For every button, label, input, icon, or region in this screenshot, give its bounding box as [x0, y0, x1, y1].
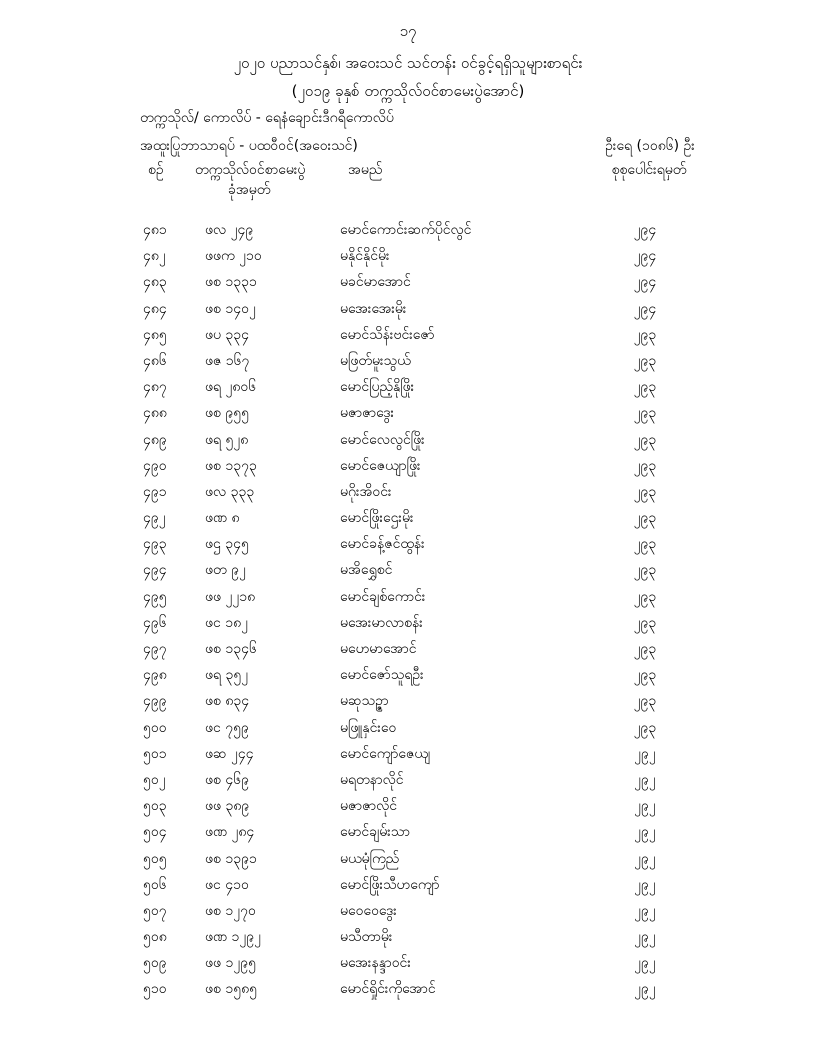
- table-row: [0, 534, 816, 560]
- row-number: ၄၈၉: [143, 431, 167, 448]
- row-number: ၄၉၁: [143, 483, 167, 500]
- roll-number: ဖဏ ၂၈၄: [205, 824, 255, 841]
- roll-number: ဖလ ၂၄၉: [205, 222, 254, 238]
- header-roll: တက္ကသိုလ်ဝင်စာမေးပွဲ: [195, 162, 306, 178]
- student-name: မောင်ဇေယျာဖြိုး: [340, 457, 421, 474]
- table-row: [0, 744, 816, 770]
- total-score: ၂၉၂: [634, 929, 656, 946]
- row-number: ၄၈၂: [143, 248, 166, 265]
- student-name: မယမုံကြည်: [340, 850, 400, 867]
- total-score: ၂၉၃: [633, 719, 657, 736]
- table-row: [0, 325, 816, 351]
- student-name: မောင်ကျော်ဇေယျ: [340, 745, 431, 762]
- student-name: မအိရွှေစင်: [340, 562, 393, 579]
- total-score: ၂၉၂: [634, 745, 656, 762]
- total-score: ၂၉၂: [634, 850, 656, 867]
- student-name: မခင်မာအောင်: [340, 274, 411, 291]
- table-row: [0, 377, 816, 403]
- total-score: ၂၉၃: [633, 379, 657, 396]
- total-score: ၂၉၃: [633, 693, 657, 710]
- table-row: [0, 953, 816, 979]
- student-name: မနိုင်နိုင်မိုး: [340, 248, 390, 265]
- row-number: ၄၉၆: [143, 614, 167, 631]
- total-score: ၂၉၃: [633, 667, 657, 684]
- table-row: [0, 665, 816, 691]
- student-name: မောင်ရှိုင်းကိုအောင်: [340, 981, 436, 998]
- table-row: [0, 587, 816, 613]
- student-name: မအေးအေးမိုး: [340, 300, 407, 317]
- student-name: မဇာဇာလိုင်: [340, 798, 398, 815]
- roll-number: ဖရ ၅၂၈: [205, 431, 249, 448]
- results-table: [0, 220, 816, 1006]
- roll-number: ဖပ ၃၃၄: [205, 326, 250, 343]
- row-number: ၄၈၁: [143, 222, 167, 238]
- table-row: [0, 691, 816, 717]
- table-row: [0, 456, 816, 482]
- student-name: မဝေဝေဒွေး: [340, 902, 397, 919]
- roll-number: ဖစ ၁၃၉၁: [205, 850, 257, 867]
- total-score: ၂၉၃: [633, 352, 657, 369]
- roll-number: ဖဏ ၈: [205, 510, 240, 527]
- table-row: [0, 351, 816, 377]
- row-number: ၅၀၀: [143, 719, 167, 736]
- total-score: ၂၉၃: [633, 562, 657, 579]
- roll-number: ဖစ ၄၆၉: [205, 771, 249, 788]
- row-number: ၄၈၄: [143, 300, 167, 317]
- table-row: [0, 508, 816, 534]
- total-score: ၂၉၂: [634, 798, 656, 815]
- student-name: မောင်ခန့်ဇင်ထွန်း: [340, 536, 425, 553]
- total-score: ၂၉၃: [633, 431, 657, 448]
- row-number: ၄၈၅: [143, 326, 167, 343]
- table-row: [0, 299, 816, 325]
- roll-number: ဖစ ၁၄၀၂: [205, 300, 256, 317]
- roll-number: ဖဖ ၂၂၁၈: [205, 588, 256, 605]
- roll-number: ဖစ ၁၃၇၃: [205, 457, 257, 474]
- total-score: ၂၉၂: [634, 876, 656, 893]
- roll-number: ဖင ၄၁၀: [205, 876, 249, 893]
- roll-number: ဖစ ၈၃၄: [205, 693, 250, 710]
- page-number: ၁၇: [399, 22, 417, 40]
- table-row: [0, 770, 816, 796]
- header-no: စဉ်: [148, 162, 164, 178]
- table-row: [0, 796, 816, 822]
- student-name: မဂိုးအိဝင်း: [340, 483, 392, 500]
- row-number: ၅၀၅: [143, 850, 167, 867]
- student-name: မအေးမာလာစန်း: [340, 614, 423, 631]
- row-number: ၅၀၈: [143, 929, 167, 946]
- student-name: မောင်ကောင်းဆက်ပိုင်လွင်: [340, 222, 472, 238]
- roll-number: ဖစ ၁၃၄၆: [205, 641, 257, 657]
- total-score: ၂၉၃: [633, 457, 657, 474]
- total-score: ၂၉၂: [634, 981, 656, 998]
- total-score: ၂၉၃: [633, 641, 657, 657]
- roll-number: ဖစ ၁၂၇၀: [205, 902, 256, 919]
- row-number: ၄၈၇: [143, 379, 167, 396]
- table-row: [0, 979, 816, 1005]
- total-score: ၂၉၃: [633, 536, 657, 553]
- row-number: ၅၀၆: [143, 876, 167, 893]
- student-name: မဖြတ်မူးသွယ်: [340, 352, 411, 369]
- total-score: ၂၉၂: [634, 771, 656, 788]
- table-row: [0, 482, 816, 508]
- student-name: မောင်ချစ်ကောင်း: [340, 588, 426, 605]
- roll-number: ဖစ ၁၅၈၅: [205, 981, 257, 998]
- student-name: မဆုသဉ္ဇာ: [340, 693, 389, 710]
- roll-number: ဖဖ ၁၂၉၅: [205, 955, 256, 972]
- row-number: ၄၉၅: [143, 588, 167, 605]
- roll-number: ဖင ၇၅၉: [205, 719, 249, 736]
- row-number: ၄၈၈: [143, 405, 167, 422]
- table-row: [0, 927, 816, 953]
- student-name: မဟေမာအောင်: [340, 641, 417, 657]
- table-row: [0, 639, 816, 665]
- table-row: [0, 849, 816, 875]
- title-line-1: ၂၀၂၀ ပညာသင်နှစ်၊ အဝေးသင် သင်တန်း ဝင်ခွင့်ရရှိသူများစာရင်း: [233, 54, 583, 72]
- row-number: ၄၉၃: [143, 536, 167, 553]
- total-score: ၂၉၃: [633, 405, 657, 422]
- row-number: ၄၉၀: [143, 457, 167, 474]
- quota-line: ဦးရေ (၁၀၈၆) ဦး: [605, 138, 695, 154]
- table-row: [0, 246, 816, 272]
- header-roll-sub: ခုံအမှတ်: [228, 182, 271, 198]
- student-name: မဖြူနှင်းဝေ: [340, 719, 397, 736]
- university-line: တက္ကသိုလ်/ ကောလိပ် - ရေနံချောင်းဒီဂရီကောလိပ်: [140, 110, 394, 126]
- total-score: ၂၉၃: [633, 588, 657, 605]
- student-name: မောင်ဖြိုးသီဟကျော်: [340, 876, 440, 893]
- table-row: [0, 822, 816, 848]
- total-score: ၂၉၃: [633, 510, 657, 527]
- roll-number: ဖဇ ၁၆၇: [205, 352, 250, 369]
- major-line: အထူးပြုဘာသာရပ် - ပထဝီဝင်(အဝေးသင်): [140, 138, 358, 154]
- table-row: [0, 613, 816, 639]
- row-number: ၄၉၈: [143, 667, 167, 684]
- roll-number: ဖရ ၃၅၂: [205, 667, 249, 684]
- student-name: မောင်ဇော်သူရဦး: [340, 667, 424, 684]
- roll-number: ဖင ၁၈၂: [205, 614, 248, 631]
- row-number: ၅၀၂: [143, 771, 166, 788]
- row-number: ၄၉၉: [143, 693, 167, 710]
- row-number: ၅၀၉: [143, 955, 167, 972]
- total-score: ၂၉၄: [633, 300, 657, 317]
- table-row: [0, 272, 816, 298]
- row-number: ၄၉၂: [143, 510, 166, 527]
- table-row: [0, 220, 816, 246]
- student-name: မောင်လေလွင်ဖြိုး: [340, 431, 425, 448]
- row-number: ၄၉၇: [143, 641, 167, 657]
- roll-number: ဖတ ၉၂: [205, 562, 246, 579]
- row-number: ၅၀၃: [143, 798, 167, 815]
- roll-number: ဖစ ၁၃၃၁: [205, 274, 257, 291]
- table-row: [0, 430, 816, 456]
- row-number: ၄၈၆: [143, 352, 167, 369]
- student-name: မအေးနန္ဒာဝင်း: [340, 955, 411, 972]
- total-score: ၂၉၄: [633, 248, 657, 265]
- row-number: ၅၀၇: [143, 902, 167, 919]
- student-name: မောင်ပြည့်နိုဖြိုး: [340, 379, 415, 396]
- student-name: မောင်သိန်းဗင်းဇော်: [340, 326, 435, 343]
- student-name: မဇာဇာဒွေး: [340, 405, 395, 422]
- total-score: ၂၉၂: [634, 824, 656, 841]
- title-line-2: (၂၀၁၉ ခုနှစ် တက္ကသိုလ်ဝင်စာမေးပွဲအောင်): [291, 82, 525, 100]
- header-name: အမည်: [348, 162, 383, 178]
- student-name: မရတနာလိုင်: [340, 771, 404, 788]
- roll-number: ဖဖက ၂၁၀: [205, 248, 262, 265]
- roll-number: ဖရ ၂၈၀၆: [205, 379, 257, 396]
- total-score: ၂၉၃: [633, 614, 657, 631]
- table-row: [0, 403, 816, 429]
- roll-number: ဖလ ၃၃၃: [205, 483, 255, 500]
- total-score: ၂၉၄: [633, 222, 657, 238]
- total-score: ၂၉၃: [633, 326, 657, 343]
- row-number: ၅၀၄: [143, 824, 167, 841]
- row-number: ၅၀၁: [143, 745, 167, 762]
- roll-number: ဖဌ ၃၄၅: [205, 536, 249, 553]
- table-row: [0, 875, 816, 901]
- roll-number: ဖဆ ၂၄၄: [205, 745, 254, 762]
- total-score: ၂၉၂: [634, 902, 656, 919]
- table-row: [0, 718, 816, 744]
- row-number: ၄၉၄: [143, 562, 167, 579]
- roll-number: ဖစ ၉၅၅: [205, 405, 249, 422]
- table-row: [0, 901, 816, 927]
- total-score: ၂၉၃: [633, 483, 657, 500]
- student-name: မသီတာမိုး: [340, 929, 393, 946]
- roll-number: ဖဖ ၃၈၉: [205, 798, 250, 815]
- total-score: ၂၉၄: [633, 274, 657, 291]
- row-number: ၄၈၃: [143, 274, 167, 291]
- student-name: မောင်ချမ်းသာ: [340, 824, 411, 841]
- roll-number: ဖဏ ၁၂၉၂: [205, 929, 262, 946]
- table-row: [0, 560, 816, 586]
- total-score: ၂၉၂: [634, 955, 656, 972]
- student-name: မောင်ဖြိုးဌေးမိုး: [340, 510, 414, 527]
- header-score: စုစုပေါင်းရမှတ်: [611, 162, 687, 178]
- row-number: ၅၁၀: [143, 981, 167, 998]
